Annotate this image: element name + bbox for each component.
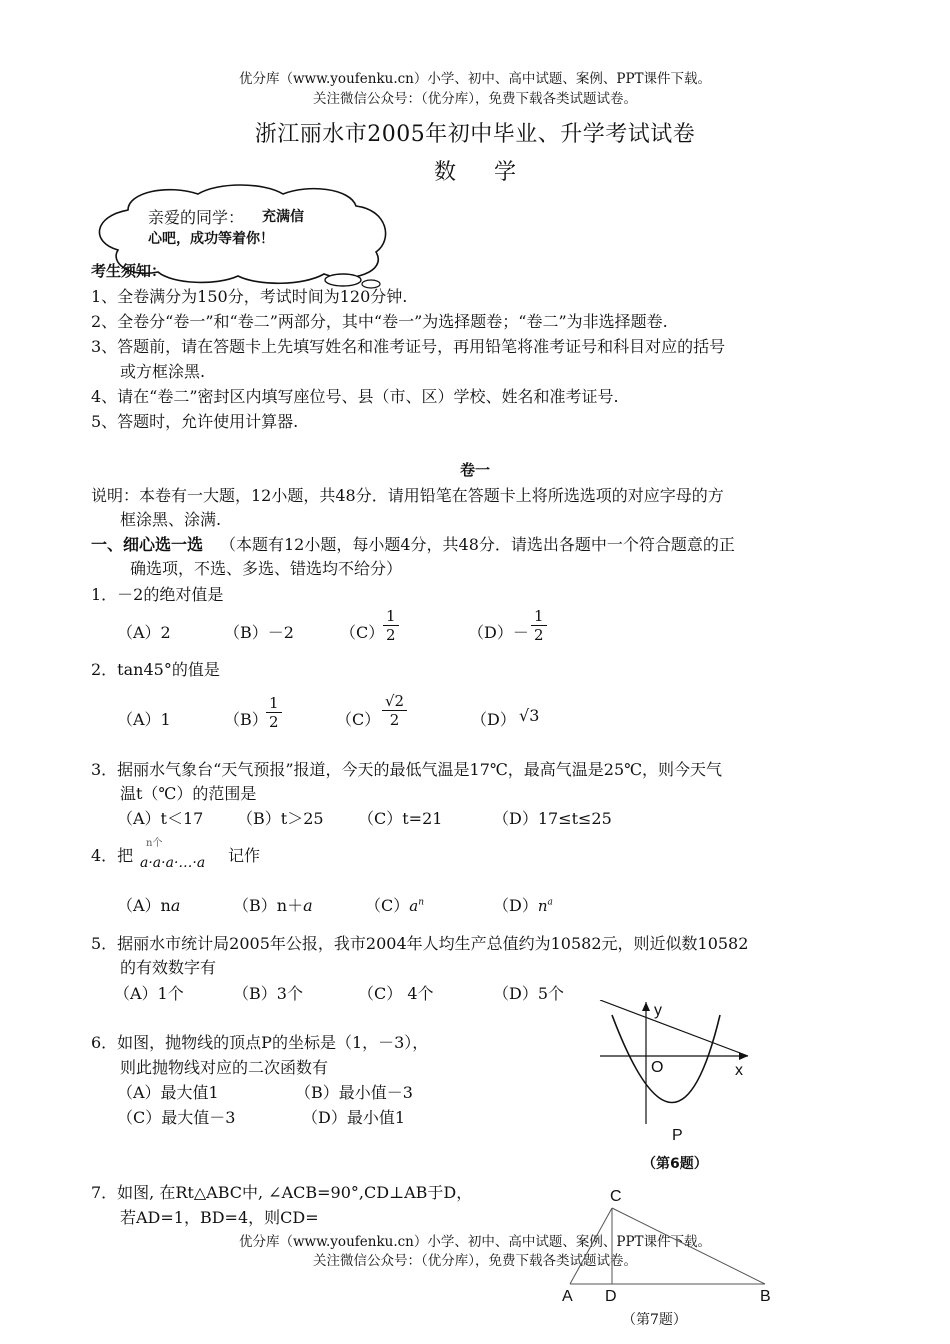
q2-stem: 2．tan45°的值是 <box>91 660 220 679</box>
notice-heading: 考生须知： <box>91 262 167 280</box>
q7-label-d: D <box>605 1288 617 1305</box>
q1-c-fraction: $\frac{1}{2}$ <box>383 607 399 644</box>
q1-d-fraction: $\frac{1}{2}$ <box>531 607 547 644</box>
notice-item: 3、答题前，请在答题卡上先填写姓名和准考证号，再用铅笔将准考证号和科目对应的括号 <box>91 337 726 356</box>
site-footer-line1: 优分库（www.youfenku.cn）小学、初中、高中试题、案例、PPT课件下载。 <box>238 1234 712 1250</box>
x-axis-arrow <box>739 1052 748 1060</box>
q4-stem-pre: 4．把 <box>91 846 134 865</box>
q5-option-a: （A）1个 <box>114 984 184 1003</box>
q4-option-c: $(C)a^n$ <box>365 896 424 915</box>
q7-stem: 7．如图, 在Rt△ABC中, ∠ACB=90°,CD⊥AB于D， <box>91 1183 473 1202</box>
q3-option-d: （D）17≤t≤25 <box>493 809 612 828</box>
q5-option-d: （D）5个 <box>493 984 565 1003</box>
q3-stem-cont: 温t（℃）的范围是 <box>120 784 257 803</box>
bubble-message-1: 充满信 <box>262 209 304 225</box>
q7-label-c: C <box>610 1188 622 1205</box>
q1-stem: 1．－2的绝对值是 <box>91 585 224 604</box>
subject-title: 数学 <box>433 160 554 185</box>
part-desc: （本题有12小题，每小题4分，共48分．请选出各题中一个符合题意的正 <box>220 535 735 554</box>
bubble-message-2: 心吧，成功等着你！ <box>148 231 274 247</box>
q6-label-x: x <box>735 1062 743 1079</box>
q1-option-c: （C） <box>340 623 385 642</box>
part-label: 一、细心选一选 <box>91 535 204 554</box>
q6-option-d: （D）最小值1 <box>302 1108 406 1127</box>
q3-option-b: （B）t＞25 <box>237 809 324 828</box>
section-title: 卷一 <box>459 461 490 479</box>
side-cb <box>612 1208 765 1284</box>
q6-label-y: y <box>654 1002 662 1019</box>
q6-stem: 6．如图，抛物线的顶点P的坐标是（1，－3）， <box>91 1033 429 1052</box>
q2-b-fraction: $\frac{1}{2}$ <box>266 694 282 731</box>
x-axis <box>600 1000 748 1056</box>
section-desc-cont: 框涂黑、涂满. <box>120 510 222 529</box>
notice-item: 4、请在“卷二”密封区内填写座位号、县（市、区）学校、姓名和准考证号. <box>91 387 619 406</box>
q4-stem-post: 记作 <box>228 846 261 865</box>
q5-stem: 5．据丽水市统计局2005年公报，我市2004年人均生产总值约为10582元，则近似数10582 <box>91 934 749 953</box>
notice-item: 1、全卷满分为150分，考试时间为120分钟. <box>91 287 408 306</box>
q6-caption: （第6题） <box>642 1156 708 1172</box>
q7-stem-cont: 若AD=1，BD=4，则CD= <box>120 1208 319 1227</box>
q2-option-d: （D） <box>471 710 516 729</box>
y-axis-arrow <box>642 1002 650 1011</box>
q2-option-a: （A）1 <box>117 710 171 729</box>
q2-d-sqrt: √3 <box>519 706 540 725</box>
q5-option-b: （B）3个 <box>233 984 303 1003</box>
q7-label-a: A <box>562 1288 573 1305</box>
q7-label-b: B <box>760 1288 771 1305</box>
q2-option-b: （B） <box>224 710 268 729</box>
q4-expression: a·a·a·…·a <box>140 855 206 871</box>
site-header-line1: 优分库（www.youfenku.cn）小学、初中、高中试题、案例、PPT课件下载。 <box>238 71 712 87</box>
q4-option-d: $(D)n^a$ <box>493 896 553 915</box>
q6-label-origin: O <box>651 1059 664 1076</box>
part-desc-cont: 确选项，不选、多选、错选均不给分） <box>130 559 403 578</box>
q6-stem-cont: 则此抛物线对应的二次函数有 <box>120 1058 329 1077</box>
q3-stem: 3．据丽水气象台“天气预报”报道，今天的最低气温是17℃，最高气温是25℃，则今天气 <box>91 760 723 779</box>
q4-expr-top: n个 <box>146 838 163 849</box>
q5-stem-cont: 的有效数字有 <box>120 958 217 977</box>
q1-option-b: （B）－2 <box>224 623 294 642</box>
exam-title: 浙江丽水市2005年初中毕业、升学考试试卷 <box>254 122 696 147</box>
site-footer-line2: 关注微信公众号：（优分库），免费下载各类试题试卷。 <box>313 1253 637 1269</box>
q6-option-c: （C）最大值－3 <box>117 1108 236 1127</box>
q7-caption: （第7题） <box>622 1312 687 1328</box>
q2-option-c: （C） <box>336 710 381 729</box>
section-desc: 说明：本卷有一大题，12小题，共48分．请用铅笔在答题卡上将所选选项的对应字母的方 <box>91 486 724 505</box>
q3-option-c: （C）t=21 <box>358 809 443 828</box>
q2-c-fraction: $\frac{√2}{2}$ <box>382 692 407 729</box>
q1-option-d: （D）－ <box>468 623 529 642</box>
notice-item: 5、答题时，允许使用计算器. <box>91 412 299 431</box>
bubble-greeting: 亲爱的同学： <box>148 208 245 227</box>
notice-item: 2、全卷分“卷一”和“卷二”两部分，其中“卷一”为选择题卷；“卷二”为非选择题卷. <box>91 312 668 331</box>
q6-parabola-figure <box>598 1000 758 1130</box>
q4-option-a: （A）na <box>117 896 181 915</box>
side-ca <box>570 1208 612 1284</box>
q6-option-b: （B）最小值－3 <box>295 1083 413 1102</box>
notice-item: 或方框涂黑. <box>120 362 206 381</box>
q6-label-vertex: P <box>672 1127 683 1144</box>
q3-option-a: （A）t＜17 <box>117 809 204 828</box>
parabola-curve <box>612 1015 720 1103</box>
q7-triangle-figure <box>560 1200 780 1290</box>
q5-option-c: （C） 4个 <box>358 984 434 1003</box>
site-header-line2: 关注微信公众号：（优分库），免费下载各类试题试卷。 <box>313 91 637 107</box>
q1-option-a: （A）2 <box>117 623 171 642</box>
q4-option-b: （B）n＋a <box>233 896 313 915</box>
q6-option-a: （A）最大值1 <box>117 1083 219 1102</box>
